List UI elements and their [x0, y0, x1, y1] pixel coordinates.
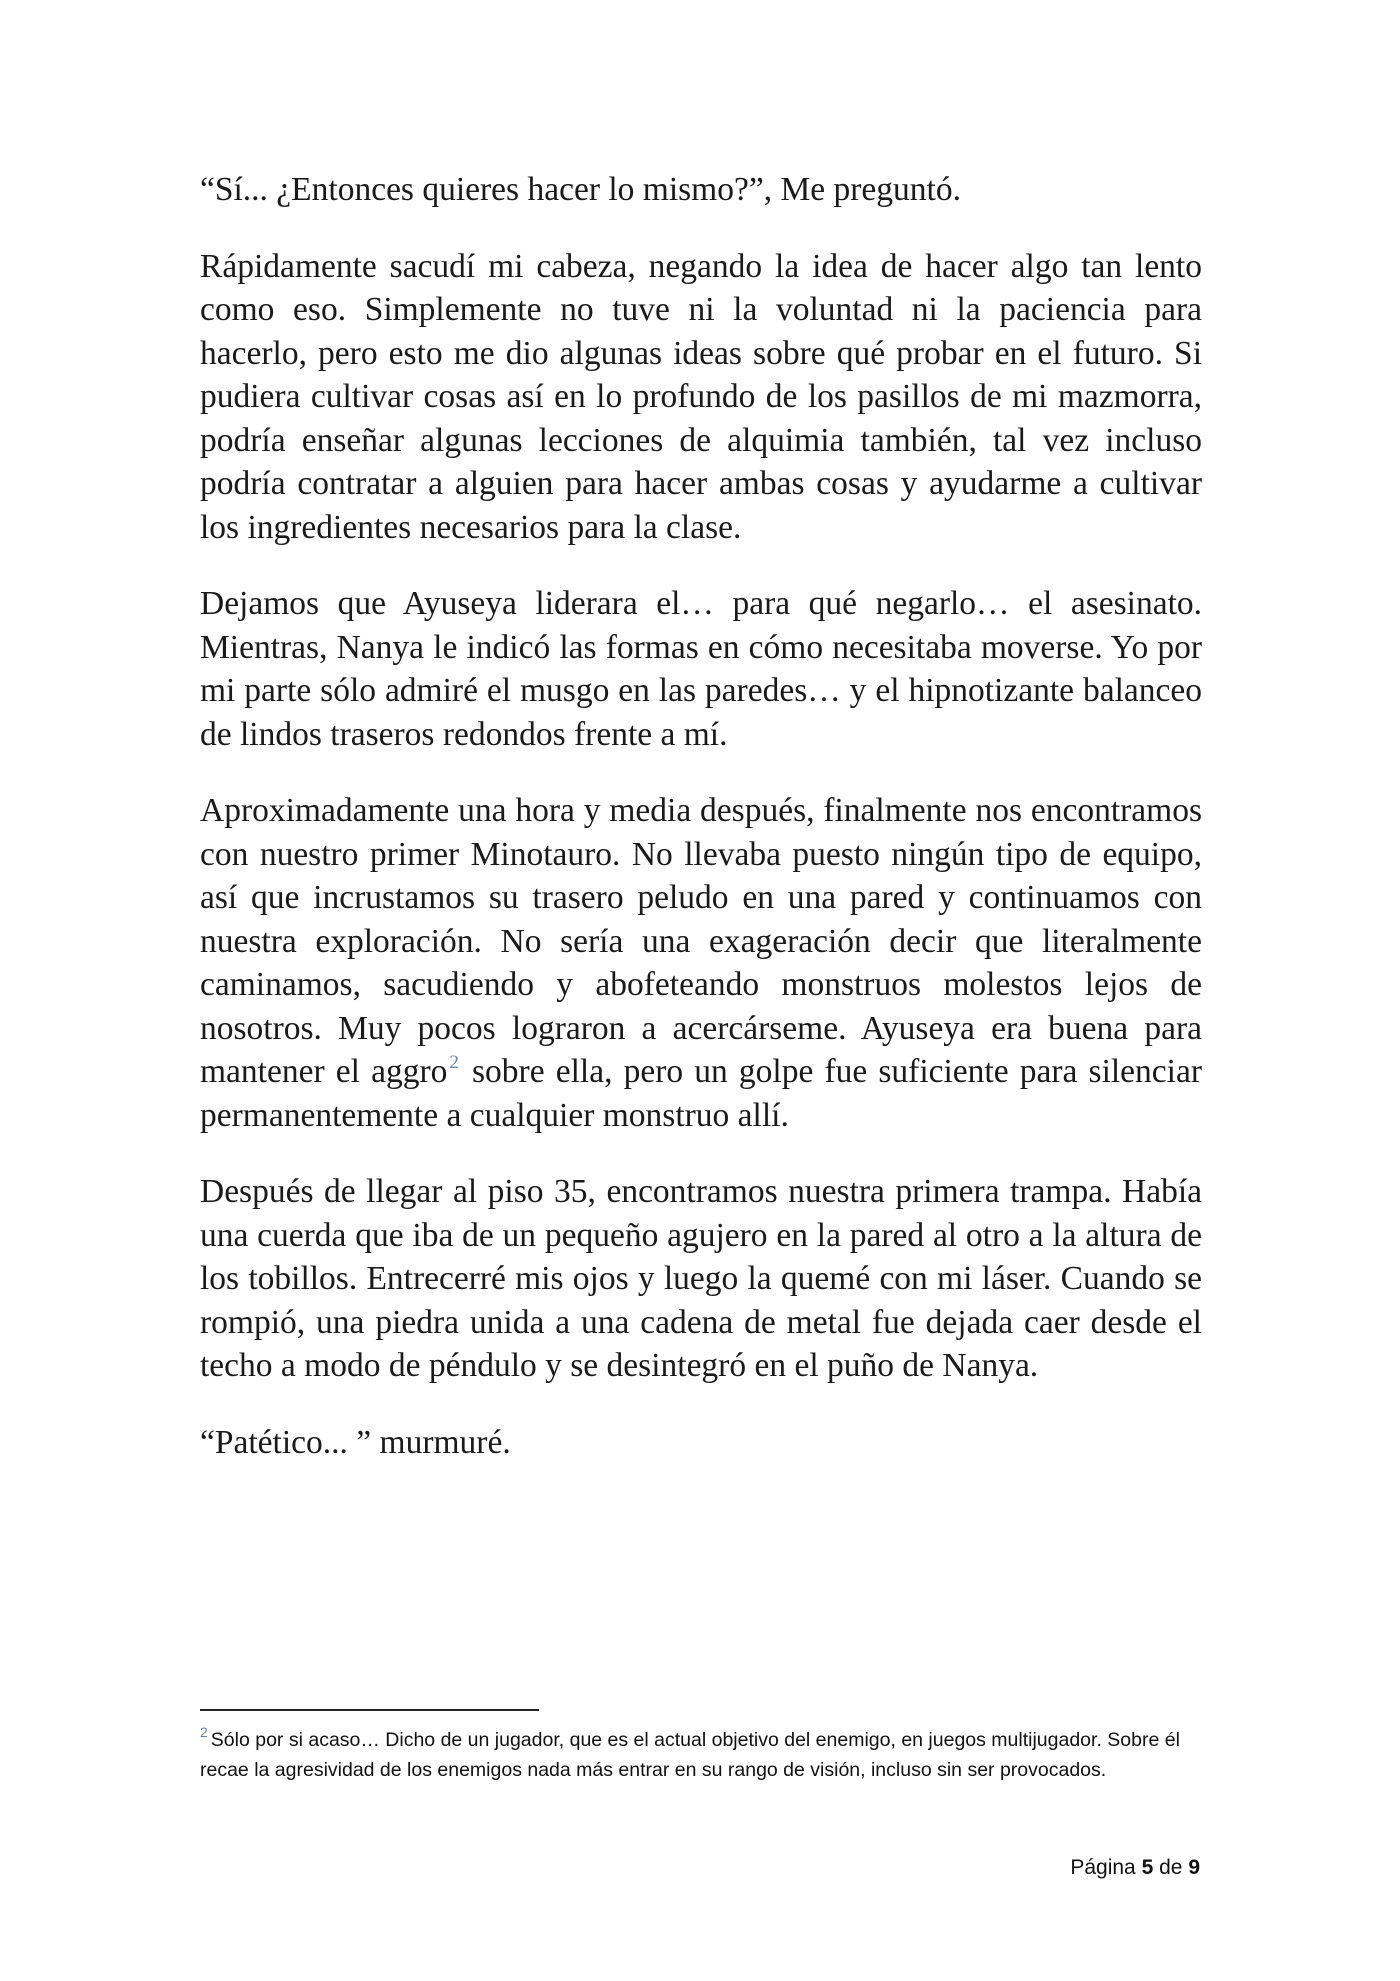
- footnote-separator: [200, 1709, 539, 1711]
- body-text: [200, 168, 1202, 1497]
- page-number-label: Página: [1070, 1856, 1136, 1879]
- paragraph-minotaur: [200, 789, 1202, 1137]
- page-number: [1070, 1854, 1200, 1882]
- footnote: [200, 1726, 1202, 1785]
- footnote-reference[interactable]: 2: [449, 1052, 459, 1073]
- paragraph-alchemy-ideas: Rápidamente sacudí mi cabeza, negando la idea de hacer algo tan lento como eso. Simplemente no tuve ni la voluntad ni la paciencia para hacerlo, pero esto me dio algunas ideas sobre qué probar en el futuro. Si pudiera cultivar cosas así en lo profundo de los pasillos de mi mazmorra, podría enseñar algunas lecciones de alquimia también, tal vez incluso podría contratar a alguien para hacer ambas cosas y ayudarme a cultivar los ingredientes necesarios para la clase.: [200, 247, 1202, 546]
- footnote-text: Sólo por si acaso… Dicho de un jugador, que es el actual objetivo del enemigo, en juegos multijugador. Sobre él recae la agresividad de los enemigos nada más entrar en su rango de visión, incluso sin ser provocados.: [200, 1729, 1180, 1781]
- paragraph-trap: Después de llegar al piso 35, encontramos nuestra primera trampa. Había una cuerda que iba de un pequeño agujero en la pared al otro a la altura de los tobillos. Entrecerré mis ojos y luego la quemé con mi láser. Cuando se rompió, una piedra unida a una cadena de metal fue dejada caer desde el techo a modo de péndulo y se desintegró en el puño de Nanya.: [200, 1173, 1202, 1384]
- page-number-separator: de: [1159, 1856, 1183, 1879]
- page-number-total: 9: [1188, 1856, 1200, 1879]
- paragraph-minotaur-text-before: Aproximadamente una hora y media después, finalmente nos encontramos con nuestro primer Minotauro. No llevaba puesto ningún tipo de equipo, así que incrustamos su trasero peludo en una pared y continuamos con nuestra exploración. No sería una exageración decir que literalmente caminamos, sacudiendo y abofeteando monstruos molestos lejos de nosotros. Muy pocos lograron a acercárseme. Ayuseya era buena para mantener el aggro: [200, 792, 1202, 1090]
- paragraph-murmur: “Patético... ” murmuré.: [200, 1423, 511, 1461]
- footnote-number: 2: [200, 1724, 208, 1740]
- paragraph-dialogue-question: “Sí... ¿Entonces quieres hacer lo mismo?”, Me preguntó.: [200, 171, 961, 208]
- paragraph-ayuseya-leads: Dejamos que Ayuseya liderara el… para qué negarlo… el asesinato. Mientras, Nanya le indicó las formas en cómo necesitaba moverse. Yo por mi parte sólo admiré el musgo en las paredes… y el hipnotizante balanceo de lindos traseros redondos frente a mí.: [200, 585, 1202, 753]
- paragraph-minotaur-text-after: sobre ella, pero un golpe fue suficiente para silenciar permanentemente a cualquier monstruo allí.: [200, 1053, 1203, 1134]
- page-number-current: 5: [1141, 1856, 1154, 1879]
